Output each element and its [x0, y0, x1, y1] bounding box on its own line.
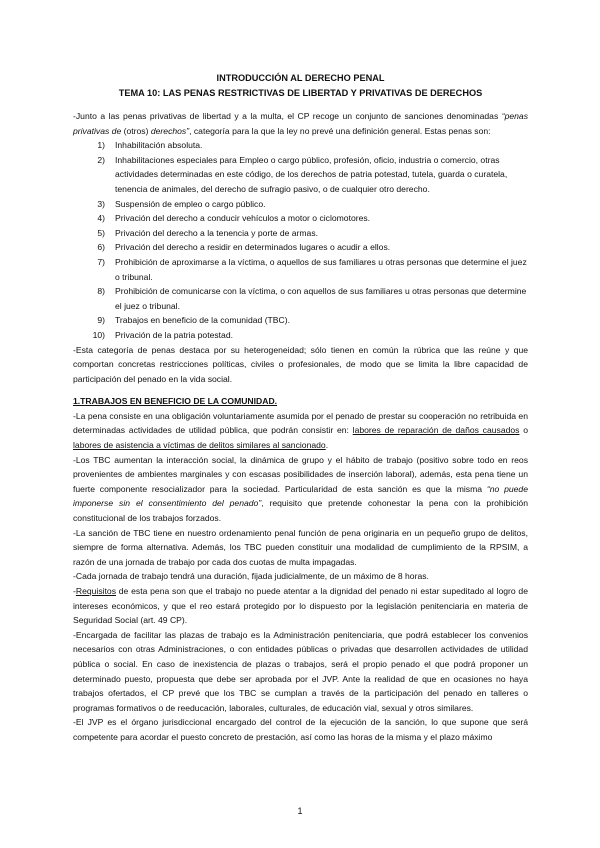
- list-item-number: 7): [97, 256, 105, 267]
- course-title: INTRODUCCIÓN AL DERECHO PENAL: [216, 73, 385, 83]
- penalty-list-item: [73, 255, 528, 284]
- list-item-text: Privación del derecho a la tenencia y porte de armas.: [115, 227, 319, 238]
- penalty-list-item: [73, 138, 528, 153]
- list-item-text: Privación del derecho a conducir vehículos a motor o ciclomotores.: [115, 213, 371, 224]
- list-item-text: Prohibición de comunicarse con la víctima, o con aquellos de sus familiares u otras personas que determine el juez o tribunal.: [115, 286, 527, 311]
- list-item-number: 5): [97, 227, 105, 238]
- paragraph-purpose: -Los TBC aumentan la interacción social, la dinámica de grupo y el hábito de trabajo (positivo sobre todo en reos provenientes de ambientes marginales y con escasas posibilidades de inserción laboral), además, esta pena tiene un fuerte componente resocializador para la sociedad. Particularidad de esta sanción es que la misma “no puede imponerse sin el consentimiento del penado”, requisito que pretende cohonestar la pena con la prohibición constitucional de los trabajos forzados.: [73, 454, 528, 524]
- penalty-list-item: [73, 313, 528, 328]
- list-item-number: 8): [97, 286, 105, 297]
- section-heading: 1.TRABAJOS EN BENEFICIO DE LA COMUNIDAD.: [73, 396, 278, 407]
- list-item-number: 3): [97, 198, 105, 209]
- paragraph-requirements: -Requisitos de esta pena son que el trabajo no puede atentar a la dignidad del penado ni estar supeditado al logro de intereses económicos, y que el reo estará protegido por lo dispuesto por la legislación penitenciaria en materia de Seguridad Social (art. 49 CP).: [73, 586, 528, 626]
- penalty-list-item: [73, 226, 528, 241]
- topic-title: TEMA 10: LAS PENAS RESTRICTIVAS DE LIBERTAD Y PRIVATIVAS DE DERECHOS: [118, 88, 483, 98]
- list-item-number: 1): [97, 140, 105, 151]
- penalty-list-item: [73, 153, 528, 197]
- penalty-list-item: [73, 240, 528, 255]
- page-number: 1: [297, 806, 303, 816]
- list-item-number: 2): [97, 154, 105, 165]
- list-item-number: 6): [97, 242, 105, 253]
- list-item-text: Inhabilitación absoluta.: [115, 140, 203, 151]
- list-item-number: 10): [92, 329, 105, 340]
- paragraph-function: -La sanción de TBC tiene en nuestro ordenamiento penal función de pena originaria en un pequeño grupo de delitos, siempre de forma alternativa. Además, los TBC pueden constituir una modalidad de cumplimiento de la RPSIM, a razón de una jornada de trabajo por cada dos cuotas de multa impagadas.: [73, 527, 528, 567]
- list-item-text: Privación del derecho a residir en determinados lugares o acudir a ellos.: [115, 242, 391, 253]
- list-item-text: Suspensión de empleo o cargo público.: [115, 198, 266, 209]
- paragraph-administration: -Encargada de facilitar las plazas de trabajo es la Administración penitenciaria, que podrá establecer los convenios necesarios con otras Administraciones, o con entidades públicas o privadas que desarrollen actividades de utilidad pública o social. En caso de inexistencia de plazas o trabajos, será el propio penado el que podrá proponer un determinado puesto, propuesta que debe ser aprobada por el JVP. Ante la realidad de que en ocasiones no haya trabajos ofertados, el CP prevé que los TBC se cumplan a través de la participación del penado en talleres o programas formativos o de reeducación, laborales, culturales, de educación vial, sexual y otros similares.: [73, 629, 528, 713]
- penalty-list-item: [73, 197, 528, 212]
- document-body: [73, 71, 528, 745]
- list-item-text: Inhabilitaciones especiales para Empleo o cargo público, profesión, oficio, industria o comercio, otras actividades determinadas en este código, de los derechos de patria potestad, tutela, guarda o curatela, tenencia de animales, del derecho de sufragio pasivo, o de cualquier otro derecho.: [115, 154, 508, 194]
- paragraph-jvp: -El JVP es el órgano jurisdiccional encargado del control de la ejecución de la sanción, lo que supone que será competente para acordar el puesto concreto de prestación, así como las horas de la misma y el plazo máximo: [73, 717, 528, 742]
- list-item-text: Prohibición de aproximarse a la víctima, o aquellos de sus familiares u otras personas que determine el juez o tribunal.: [115, 256, 527, 282]
- penalty-list-item: [73, 284, 528, 313]
- list-item-text: Trabajos en beneficio de la comunidad (TBC).: [115, 315, 290, 326]
- list-item-number: 9): [97, 315, 105, 326]
- penalty-list: [73, 138, 528, 342]
- paragraph-duration: -Cada jornada de trabajo tendrá una duración, fijada judicialmente, de un máximo de 8 horas.: [73, 571, 429, 582]
- penalty-list-item: [73, 328, 528, 343]
- summary-paragraph: -Esta categoría de penas destaca por su heterogeneidad; sólo tienen en común la rúbrica que las reúne y que comportan concretas restricciones políticas, civiles o profesionales, de modo que se limita la libre capacidad de participación del penado en la vida social.: [73, 344, 528, 384]
- intro-paragraph: -Junto a las penas privativas de libertad y a la multa, el CP recoge un conjunto de sanciones denominadas “penas privativas de (otros) derechos”, categoría para la que la ley no prevé una definición general. Estas penas son:: [73, 111, 528, 136]
- list-item-text: Privación de la patria potestad.: [115, 329, 233, 340]
- penalty-list-item: [73, 211, 528, 226]
- paragraph-definition: -La pena consiste en una obligación voluntariamente asumida por el penado de prestar su cooperación no retribuida en determinadas actividades de utilidad pública, que podrán consistir en: labores de reparación de daños causados o labores de asistencia a víctimas de delitos similares al sancionado.: [73, 410, 528, 451]
- list-item-number: 4): [97, 213, 105, 224]
